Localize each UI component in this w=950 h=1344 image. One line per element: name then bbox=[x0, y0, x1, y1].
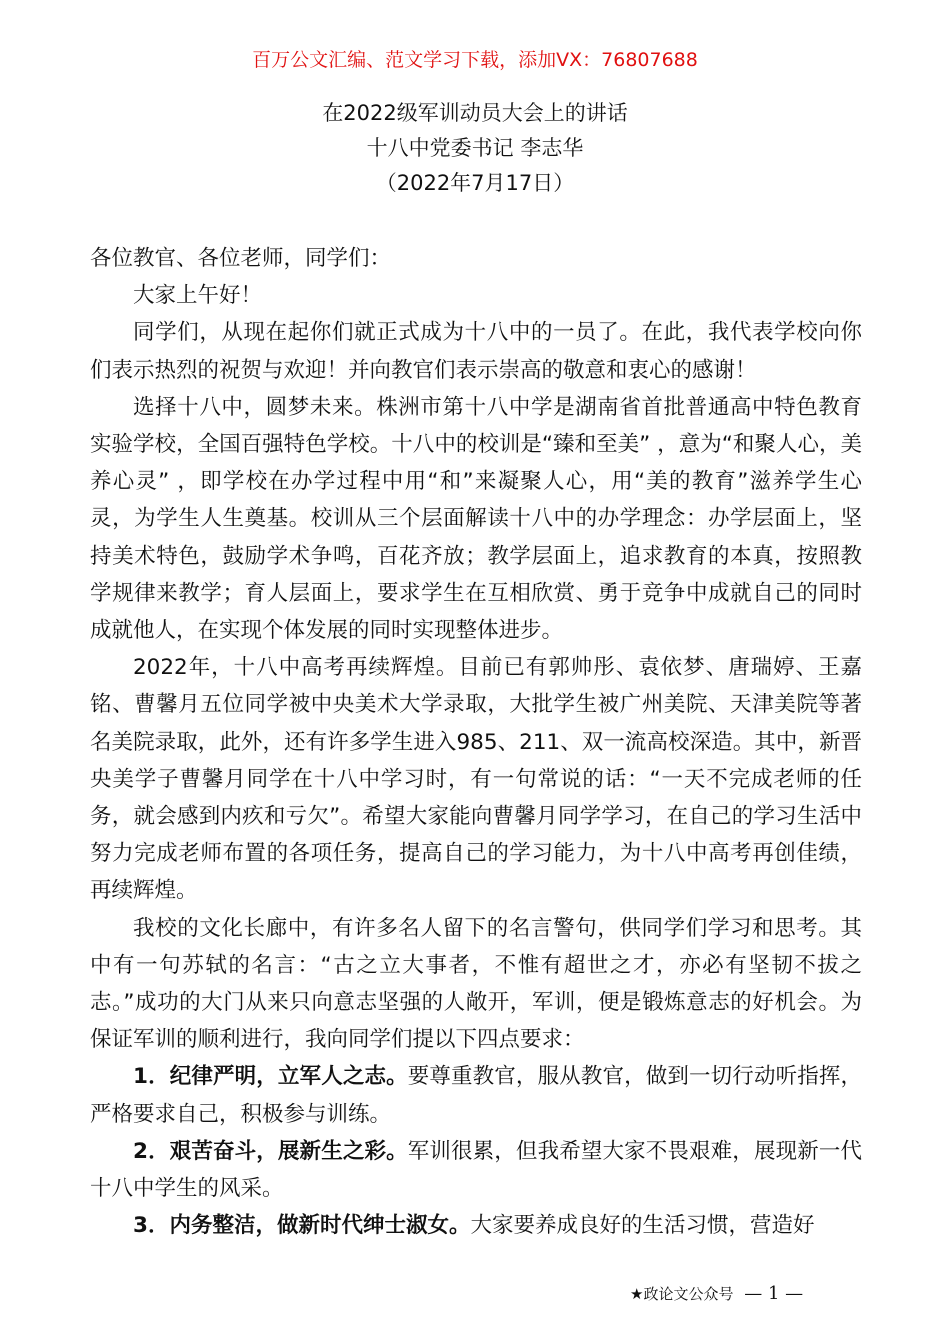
title-block bbox=[0, 96, 950, 201]
requirement-1-text: 要尊重教官，服从教官，做到一切行动听指挥，严格要求自己，积极参与训练。 bbox=[90, 1064, 862, 1127]
paragraph-school-motto: 选择十八中，圆梦未来。株洲市第十八中学是湖南省首批普通高中特色教育实验学校，全国百强特色学校。十八中的校训是“臻和至美” ，意为“和聚人心，美养心灵” ，即学校在办学过程中用“和”来凝聚人心，用“美的教育”滋养学生心灵，为学生人生奠基。校训从三个层面解读十八中的办学理念：办学层面上，坚持美术特色，鼓励学术争鸣，百花齐放；教学层面上，追求教育的本真，按照教学规律来教学；育人层面上，要求学生在互相欣赏、勇于竞争中成就自己的同时成就他人，在实现个体发展的同时实现整体进步。 bbox=[90, 394, 862, 644]
greeting: 大家上午好！ bbox=[133, 283, 263, 309]
requirement-3-text: 大家要养成良好的生活习惯，营造好 bbox=[470, 1213, 815, 1239]
footer-source: ★政论文公众号 bbox=[630, 1285, 734, 1303]
date-line: （2022年7月17日） bbox=[375, 171, 575, 195]
document-body bbox=[90, 240, 862, 1244]
page-footer bbox=[630, 1283, 803, 1305]
requirement-2-heading: 2．艰苦奋斗，展新生之彩。 bbox=[133, 1138, 408, 1164]
paragraph-welcome: 同学们，从现在起你们就正式成为十八中的一员了。在此，我代表学校向你们表示热烈的祝贺与欢迎！并向教官们表示崇高的敬意和衷心的感谢！ bbox=[90, 320, 862, 383]
salutation: 各位教官、各位老师，同学们： bbox=[90, 246, 392, 271]
author-line: 十八中党委书记 李志华 bbox=[366, 136, 584, 160]
requirement-3 bbox=[90, 1207, 862, 1244]
requirement-2-text: 军训很累，但我希望大家不畏艰难，展现新一代十八中学生的风采。 bbox=[90, 1138, 862, 1202]
page-number: — 1 — bbox=[744, 1283, 804, 1304]
requirement-2 bbox=[90, 1133, 862, 1207]
paragraph-requirements-intro: 我校的文化长廊中，有许多名人留下的名言警句，供同学们学习和思考。其中有一句苏轼的名言：“古之立大事者，不惟有超世之才，亦必有坚韧不拔之志。”成功的大门从来只向意志坚强的人敞开，军训，便是锻炼意志的好机会。为保证军训的顺利进行，我向同学们提以下四点要求： bbox=[90, 915, 862, 1053]
paragraph-exam-results: 2022年，十八中高考再续辉煌。目前已有郭帅彤、袁依梦、唐瑞婷、王嘉铭、曹馨月五位同学被中央美术大学录取，大批学生被广州美院、天津美院等著名美院录取，此外，还有许多学生进入985、211、双一流高校深造。其中，新晋央美学子曹馨月同学在十八中学习时，有一句常说的话：“一天不完成老师的任务，就会感到内疚和亏欠”。希望大家能向曹馨月同学学习，在自己的学习生活中努力完成老师布置的各项任务，提高自己的学习能力，为十八中高考再创佳绩，再续辉煌。 bbox=[90, 655, 862, 904]
requirement-3-heading: 3．内务整洁，做新时代绅士淑女。 bbox=[133, 1213, 471, 1239]
requirement-1 bbox=[90, 1058, 862, 1132]
document-title: 在2022级军训动员大会上的讲话 bbox=[322, 101, 628, 125]
requirement-1-heading: 1．纪律严明，立军人之志。 bbox=[133, 1064, 408, 1090]
download-banner: 百万公文汇编、范文学习下载，添加VX：76807688 bbox=[252, 49, 698, 71]
